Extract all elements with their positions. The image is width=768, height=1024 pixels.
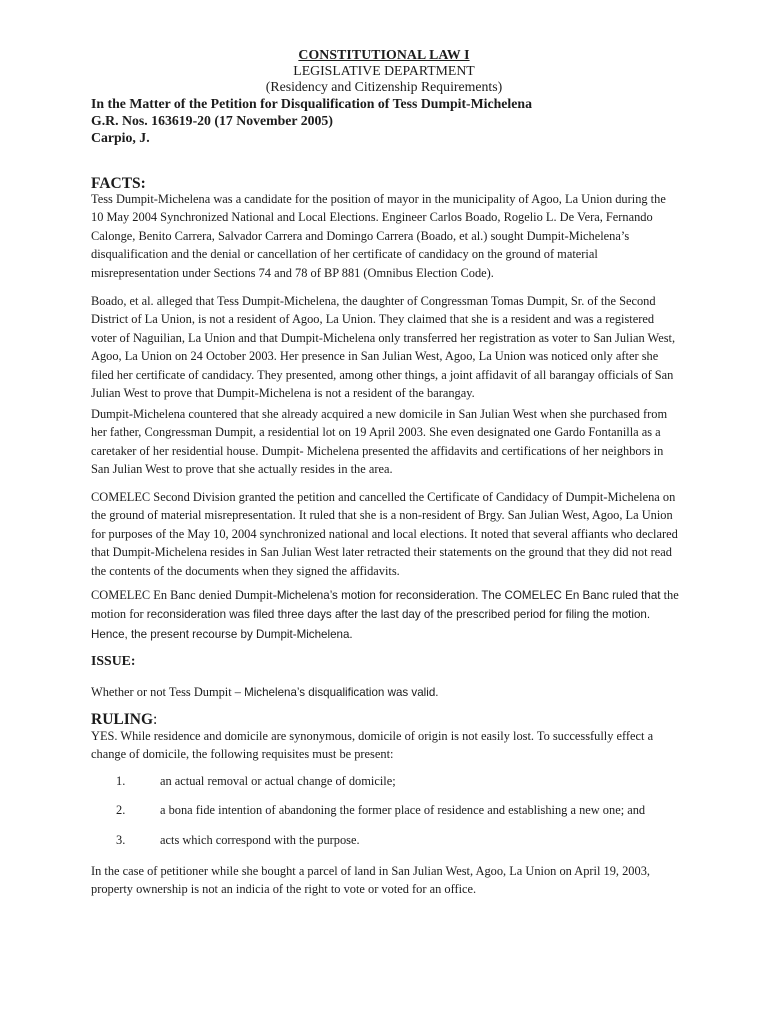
facts-p5-sans-part: Michelena’s motion for reconsideration. The COMELEC En Banc ruled that: [276, 589, 661, 602]
issue-serif-part: Whether or not Tess Dumpit –: [91, 685, 245, 699]
issue-sans-part: Michelena’s disqualification was valid.: [244, 686, 439, 699]
issue-text: [91, 683, 681, 702]
department-heading: LEGISLATIVE DEPARTMENT: [293, 63, 475, 78]
facts-heading: FACTS:: [91, 175, 146, 192]
list-item-text: acts which correspond with the purpose.: [160, 833, 360, 847]
list-item-text: a bona fide intention of abandoning the former place of residence and establishing a new one; and: [160, 803, 646, 817]
ruling-heading-colon: :: [153, 711, 158, 728]
facts-p5-serif-part-2: the motion for: [91, 588, 679, 622]
facts-p5-serif-part: COMELEC En Banc denied Dumpit-: [91, 588, 277, 602]
ruling-intro: YES. While residence and domicile are synonymous, domicile of origin is not easily lost. To successfully effect a change of domicile, the following requisites must be present:: [91, 729, 654, 762]
list-item-number: 3.: [116, 833, 126, 847]
facts-paragraph-3: Dumpit-Michelena countered that she already acquired a new domicile in San Julian West when she purchased from her father, Congressman Dumpit, a residential lot on 19 April 2003. She even designated one Gardo Fontanilla as a caretaker of her residential house. Dumpit- Michelena presented the affidavits and certifications of her neighbors in San Julian West to prove that she actually resides in the area.: [91, 407, 668, 477]
topic-subheading: (Residency and Citizenship Requirements): [265, 79, 503, 94]
facts-paragraph-4: COMELEC Second Division granted the petition and cancelled the Certificate of Candidacy of Dumpit-Michelena on the ground of material misrepresentation. It ruled that she is a non-resident of Brgy. San Julian West, Agoo, La Union for purposes of the May 10, 2004 synchronized national and local elections. It noted that several affiants who declared that Dumpit-Michelena resides in San Julian West later retracted their statements on the ground that they did not read the contents of the documents when they signed the affidavits.: [91, 490, 678, 578]
facts-p5-sans-part-2: reconsideration was filed three days after the last day of the prescribed period for filing the motion. Hence, the present recourse by Dumpit-Michelena.: [91, 608, 651, 641]
list-item-number: 1.: [116, 774, 126, 788]
facts-paragraph-1: Tess Dumpit-Michelena was a candidate for the position of mayor in the municipality of Agoo, La Union during the 10 May 2004 Synchronized National and Local Elections. Engineer Carlos Boado, Rogelio L. De Vera, Fernando Calonge, Benito Carrera, Salvador Carrera and Domingo Carrera (Boado, et al.) sought Dumpit-Michelena’s disqualification and the denial or cancellation of her certificate of candidacy on the ground of material misrepresentation under Sections 74 and 78 of BP 881 (Omnibus Election Code).: [91, 192, 666, 280]
document-title: CONSTITUTIONAL LAW I: [298, 47, 470, 62]
gr-number: G.R. Nos. 163619-20 (17 November 2005): [91, 113, 333, 128]
issue-heading: ISSUE:: [91, 653, 136, 668]
list-item-text: an actual removal or actual change of domicile;: [160, 774, 396, 788]
list-item: [116, 802, 676, 819]
facts-paragraph-2: Boado, et al. alleged that Tess Dumpit-Michelena, the daughter of Congressman Tomas Dumpit, Sr. of the Second District of La Union, is not a resident of Agoo, La Union. They claimed that she is a resident and was a registered voter of Naguilian, La Union and that Dumpit-Michelena only transferred her registration as voter to San Julian West, Agoo, La Union on 24 October 2003. Her presence in San Julian West, Agoo, La Union was noticed only after she filed her certificate of candidacy. They presented, among other things, a joint affidavit of all barangay officials of San Julian West to prove that Dumpit-Michelena is not a resident of the barangay.: [91, 294, 676, 401]
list-item-number: 2.: [116, 803, 126, 817]
list-item: [116, 832, 676, 849]
facts-paragraph-5: [91, 586, 681, 644]
case-name: In the Matter of the Petition for Disqualification of Tess Dumpit-Michelena: [91, 96, 532, 111]
list-item: [116, 773, 676, 790]
ruling-conclusion: In the case of petitioner while she bought a parcel of land in San Julian West, Agoo, La Union on April 19, 2003, property ownership is not an indicia of the right to vote or voted for an office.: [91, 864, 650, 897]
ruling-heading-label: RULING: [91, 711, 154, 728]
ponente: Carpio, J.: [91, 130, 150, 145]
